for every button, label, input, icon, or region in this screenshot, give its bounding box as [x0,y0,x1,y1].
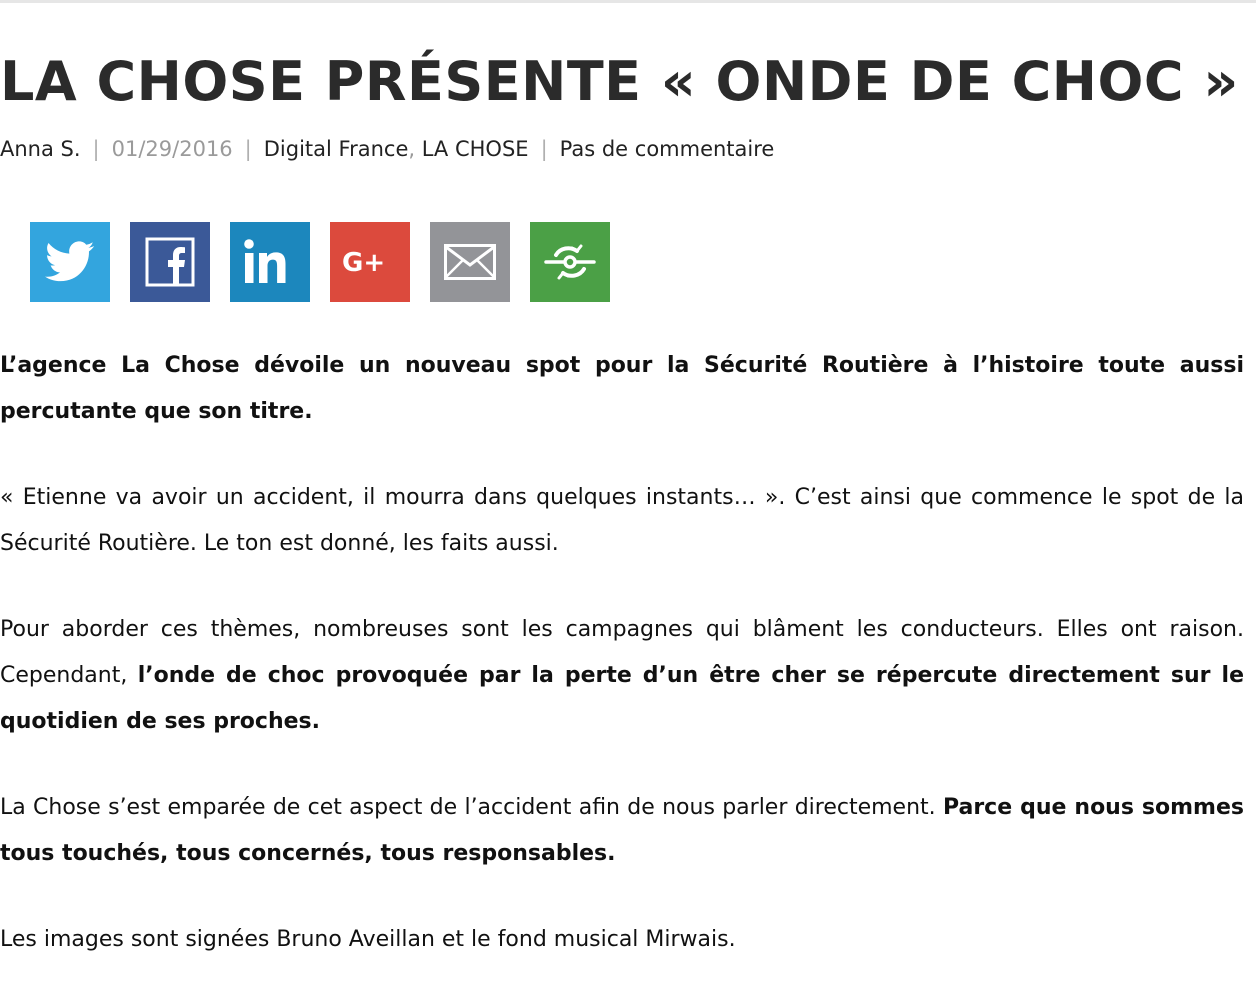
share-bar [30,222,610,302]
google-plus-share-button[interactable] [330,222,410,302]
page-title: LA CHOSE PRÉSENTE « ONDE DE CHOC » [0,50,1239,113]
linkedin-share-button[interactable] [230,222,310,302]
share-more-icon [544,242,596,282]
paragraph-quote: « Etienne va avoir un accident, il mourra dans quelques instants… ». C’est ainsi que commence le spot de la Sécurité Routière. Le ton est donné, les faits aussi. [0,485,1244,556]
post-meta [0,133,774,165]
email-icon [444,244,496,280]
email-share-button[interactable] [430,222,510,302]
twitter-share-button[interactable] [30,222,110,302]
top-rule [0,0,1256,3]
more-share-button[interactable] [530,222,610,302]
intro-bold-text: L’agence La Chose dévoile un nouveau spot pour la Sécurité Routière à l’histoire toute aussi percutante que son titre. [0,353,1244,424]
post-date: 01/29/2016 [111,137,233,161]
paragraph-bold-text: l’onde de choc provoquée par la perte d’un être cher se répercute directement sur le quotidien de ses proches. [0,663,1244,734]
google-plus-icon [342,247,398,277]
paragraph-campaigns [0,607,1244,745]
article-body [0,343,1244,1003]
facebook-share-button[interactable] [130,222,210,302]
meta-separator: | [244,137,252,161]
facebook-icon [145,237,195,287]
paragraph-la-chose [0,785,1244,877]
comments-link[interactable]: Pas de commentaire [559,137,775,161]
paragraph-text: Pour aborder ces thèmes, nombreuses sont les campagnes qui blâment les conducteurs. Elles ont raison. Cependant, [0,617,1244,688]
category-link-la-chose[interactable]: LA CHOSE [421,137,529,161]
category-comma: , [408,137,416,161]
intro-paragraph [0,343,1244,435]
author-link[interactable]: Anna S. [0,137,81,161]
category-link-digital-france[interactable]: Digital France [263,137,409,161]
linkedin-icon [244,239,296,285]
meta-separator: | [540,137,548,161]
meta-separator: | [92,137,100,161]
paragraph-text: La Chose s’est emparée de cet aspect de l’accident afin de nous parler directement. [0,795,943,820]
google-plus-label: G+ [342,248,386,277]
paragraph-credits: Les images sont signées Bruno Aveillan et le fond musical Mirwais. [0,927,736,952]
twitter-icon [45,240,95,284]
paragraph-bold-text: Parce que nous sommes tous touchés, tous concernés, tous responsables. [0,795,1244,866]
